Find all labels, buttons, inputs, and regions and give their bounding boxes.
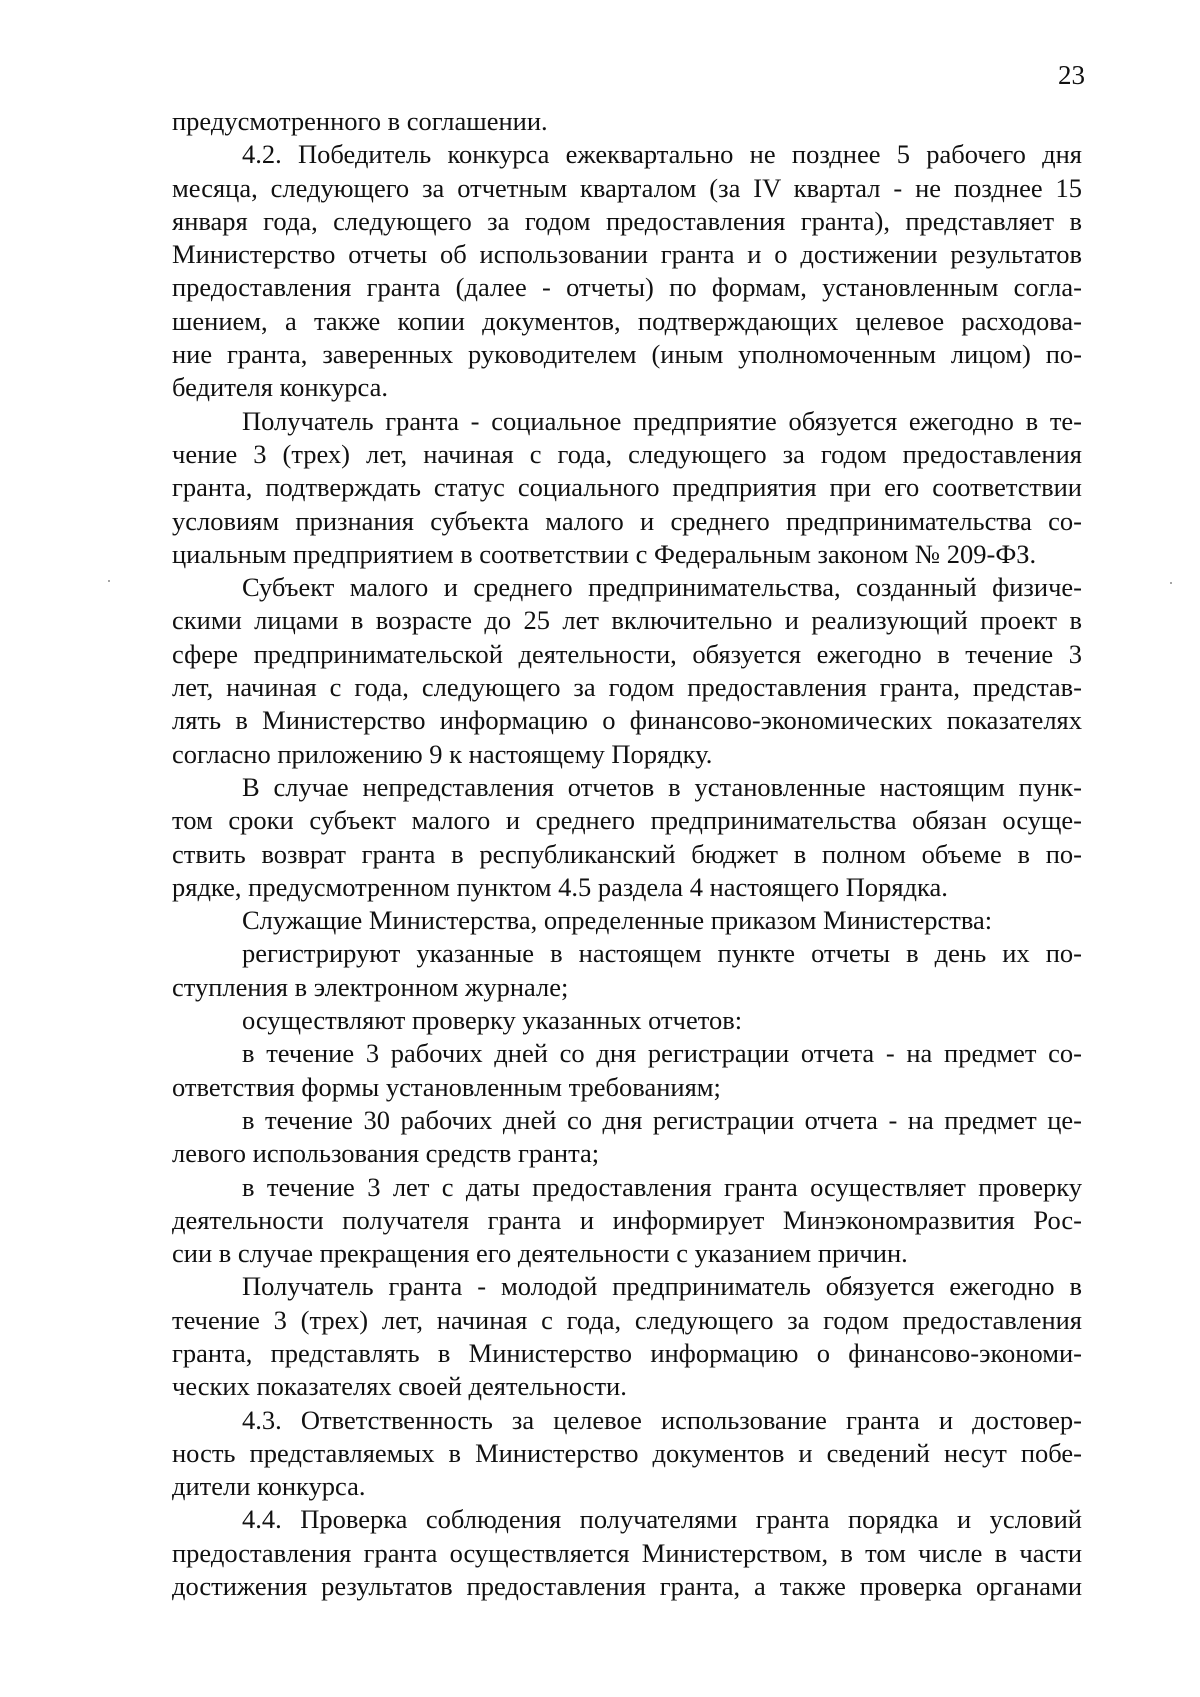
paragraph <box>172 1404 1082 1504</box>
text-line: ность представляемых в Министерство документов и сведений несут побе- <box>172 1437 1082 1468</box>
text-line: сии в случае прекращения его деятельности с указанием причин. <box>172 1238 908 1269</box>
text-line: Получатель гранта - социальное предприятие обязуется ежегодно в те- <box>242 405 1082 436</box>
text-line: чение 3 (трех) лет, начиная с года, следующего за годом предоставления <box>172 438 1082 469</box>
paragraph <box>172 904 1082 937</box>
text-line: Министерство отчеты об использовании гранта и о достижении результатов <box>172 239 1082 270</box>
text-line: ответствия формы установленным требованиям; <box>172 1071 721 1102</box>
scan-speck <box>108 580 110 582</box>
text-line: 4.2. Победитель конкурса ежеквартально не позднее 5 рабочего дня <box>242 139 1082 170</box>
text-line: В случае непредставления отчетов в установленные настоящим пунк- <box>242 771 1082 802</box>
paragraph <box>172 1171 1082 1271</box>
text-line: лет, начиная с года, следующего за годом предоставления гранта, представ- <box>172 672 1082 703</box>
text-line: 4.4. Проверка соблюдения получателями гранта порядка и условий <box>242 1504 1082 1535</box>
text-line: предоставления гранта осуществляется Министерством, в том числе в части <box>172 1537 1082 1568</box>
text-line: деятельности получателя гранта и информирует Минэкономразвития Рос- <box>172 1204 1082 1235</box>
text-line: ствить возврат гранта в республиканский бюджет в полном объеме в по- <box>172 838 1082 869</box>
paragraph <box>172 937 1082 1004</box>
text-line: лять в Министерство информацию о финансово-экономических показателях <box>172 705 1082 736</box>
text-line: в течение 3 лет с даты предоставления гранта осуществляет проверку <box>242 1171 1082 1202</box>
text-line: гранта, представлять в Министерство информацию о финансово-экономи- <box>172 1337 1082 1368</box>
text-line: согласно приложению 9 к настоящему Порядку. <box>172 738 713 769</box>
text-line: осуществляют проверку указанных отчетов: <box>242 1005 743 1036</box>
text-line: циальным предприятием в соответствии с Федеральным законом № 209-ФЗ. <box>172 538 1037 569</box>
text-line: 4.3. Ответственность за целевое использование гранта и достовер- <box>242 1404 1082 1435</box>
text-line: ние гранта, заверенных руководителем (иным уполномоченным лицом) по- <box>172 339 1082 370</box>
text-line: в течение 3 рабочих дней со дня регистрации отчета - на предмет со- <box>242 1038 1082 1069</box>
paragraph <box>172 1503 1082 1603</box>
text-line: сфере предпринимательской деятельности, обязуется ежегодно в течение 3 <box>172 638 1082 669</box>
page-number: 23 <box>1058 60 1085 90</box>
text-line: дители конкурса. <box>172 1471 366 1502</box>
text-line: регистрируют указанные в настоящем пункте отчеты в день их по- <box>242 938 1082 969</box>
paragraph <box>172 138 1082 404</box>
paragraph <box>172 1037 1082 1104</box>
text-line: условиям признания субъекта малого и среднего предпринимательства со- <box>172 505 1082 536</box>
text-line: скими лицами в возрасте до 25 лет включительно и реализующий проект в <box>172 605 1082 636</box>
text-line: течение 3 (трех) лет, начиная с года, следующего за годом предоставления <box>172 1304 1082 1335</box>
paragraph <box>172 571 1082 771</box>
paragraph <box>172 105 1082 138</box>
paragraph <box>172 1104 1082 1171</box>
paragraph <box>172 405 1082 571</box>
text-line: гранта, подтверждать статус социального предприятия при его соответствии <box>172 472 1082 503</box>
text-line: левого использования средств гранта; <box>172 1138 600 1169</box>
text-line: в течение 30 рабочих дней со дня регистрации отчета - на предмет це- <box>242 1104 1082 1135</box>
text-line: шением, а также копии документов, подтверждающих целевое расходова- <box>172 305 1082 336</box>
scan-speck <box>1170 582 1172 584</box>
text-line: бедителя конкурса. <box>172 372 389 403</box>
text-line: Служащие Министерства, определенные приказом Министерства: <box>242 905 993 936</box>
text-line: Получатель гранта - молодой предприниматель обязуется ежегодно в <box>242 1271 1082 1302</box>
text-line: предусмотренного в соглашении. <box>172 106 548 136</box>
text-line: том сроки субъект малого и среднего предпринимательства обязан осуще- <box>172 805 1082 836</box>
text-line: января года, следующего за годом предоставления гранта), представляет в <box>172 205 1082 236</box>
document-body <box>172 105 1082 1603</box>
text-line: ческих показателях своей деятельности. <box>172 1371 627 1402</box>
text-line: месяца, следующего за отчетным кварталом (за IV квартал - не позднее 15 <box>172 172 1082 203</box>
text-line: ступления в электронном журнале; <box>172 971 569 1002</box>
paragraph <box>172 771 1082 904</box>
paragraph <box>172 1004 1082 1037</box>
text-line: рядке, предусмотренном пунктом 4.5 раздела 4 настоящего Порядка. <box>172 871 948 902</box>
text-line: предоставления гранта (далее - отчеты) по формам, установленным согла- <box>172 272 1082 303</box>
text-line: достижения результатов предоставления гранта, а также проверка органами <box>172 1571 1082 1602</box>
text-line: Субъект малого и среднего предпринимательства, созданный физиче- <box>242 572 1082 603</box>
paragraph <box>172 1270 1082 1403</box>
